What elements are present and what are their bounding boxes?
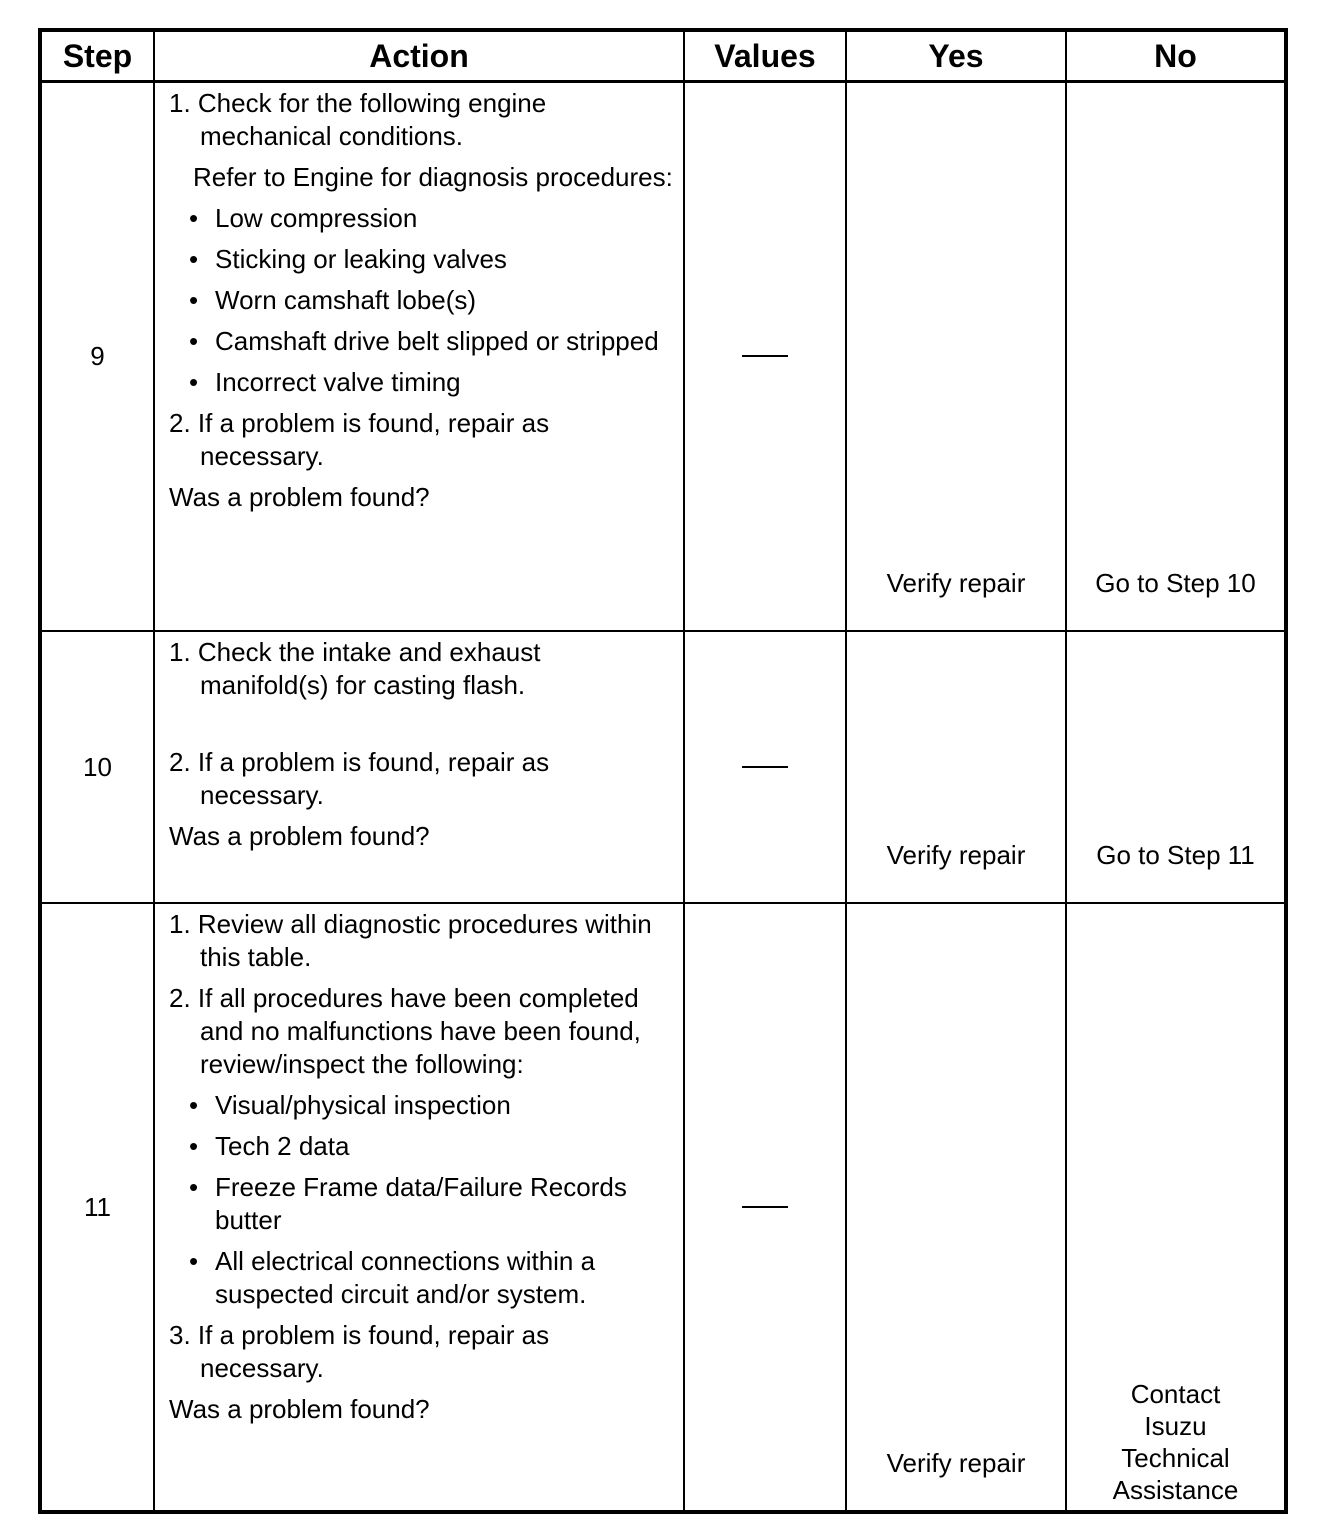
action-question: Was a problem found?	[169, 482, 430, 512]
no-result-line: Contact	[1130, 1379, 1221, 1409]
bullet-item	[169, 325, 673, 358]
no-result: Go to Step 10	[1095, 568, 1256, 598]
header-no: No	[1066, 30, 1286, 82]
empty-value-dash	[742, 355, 788, 357]
yes-cell	[846, 631, 1066, 903]
no-result	[1067, 1378, 1284, 1506]
bullet-item	[169, 1130, 673, 1163]
header-yes: Yes	[846, 30, 1066, 82]
bullet-text: Low compression	[215, 203, 418, 233]
bullet-text: Incorrect valve timing	[215, 367, 461, 397]
header-step: Step	[40, 30, 154, 82]
bullet-dot: •	[189, 367, 199, 397]
no-result-line: Isuzu	[1144, 1411, 1207, 1441]
action-item-3: 3. If a problem is found, repair as necessary.	[169, 1320, 550, 1383]
bullet-item	[169, 1171, 673, 1237]
yes-result: Verify repair	[886, 568, 1026, 598]
table-row-step-10	[40, 631, 1286, 903]
bullet-text: Freeze Frame data/Failure Records butter	[215, 1172, 627, 1235]
action-item-1: 1. Check for the following engine mechanical conditions.	[169, 88, 547, 151]
bullet-dot: •	[189, 1172, 199, 1202]
action-item-1: 1. Review all diagnostic procedures within this table.	[169, 909, 652, 972]
table-row-step-9	[40, 82, 1286, 632]
action-question: Was a problem found?	[169, 821, 430, 851]
bullet-item	[169, 243, 673, 276]
action-cell	[154, 903, 684, 1512]
no-result: Go to Step 11	[1096, 840, 1255, 870]
bullet-dot: •	[189, 285, 199, 315]
action-cell	[154, 631, 684, 903]
yes-result: Verify repair	[886, 1448, 1026, 1478]
action-item-1: 1. Check the intake and exhaust manifold(s) for casting flash.	[169, 637, 541, 700]
bullet-item	[169, 202, 673, 235]
bullet-text: Worn camshaft lobe(s)	[215, 285, 477, 315]
values-cell	[684, 903, 846, 1512]
bullet-dot: •	[189, 1090, 199, 1120]
action-item-2: 2. If all procedures have been completed and no malfunctions have been found, review/inspect the following:	[169, 983, 641, 1079]
action-question: Was a problem found?	[169, 1394, 430, 1424]
bullet-text: Camshaft drive belt slipped or stripped	[215, 326, 659, 356]
diagnostic-table	[38, 28, 1288, 1514]
header-row	[40, 30, 1286, 82]
step-number: 10	[40, 631, 154, 903]
bullet-text: All electrical connections within a suspected circuit and/or system.	[215, 1246, 596, 1309]
yes-result: Verify repair	[886, 840, 1026, 870]
header-values: Values	[684, 30, 846, 82]
empty-value-dash	[742, 1206, 788, 1208]
action-note: Refer to Engine for diagnosis procedures:	[193, 162, 673, 192]
step-number: 11	[40, 903, 154, 1512]
bullet-text: Sticking or leaking valves	[215, 244, 507, 274]
bullet-item	[169, 284, 673, 317]
values-cell	[684, 82, 846, 632]
no-cell	[1066, 903, 1286, 1512]
bullet-dot: •	[189, 1246, 199, 1276]
bullet-item	[169, 1089, 673, 1122]
bullet-dot: •	[189, 1131, 199, 1161]
values-cell	[684, 631, 846, 903]
bullet-dot: •	[189, 244, 199, 274]
no-cell	[1066, 82, 1286, 632]
bullet-dot: •	[189, 203, 199, 233]
table-row-step-11	[40, 903, 1286, 1512]
action-item-2: 2. If a problem is found, repair as necessary.	[169, 747, 550, 810]
bullet-text: Visual/physical inspection	[215, 1090, 511, 1120]
no-cell	[1066, 631, 1286, 903]
bullet-dot: •	[189, 326, 199, 356]
yes-cell	[846, 903, 1066, 1512]
empty-value-dash	[742, 766, 788, 768]
action-item-2: 2. If a problem is found, repair as necessary.	[169, 408, 550, 471]
bullet-text: Tech 2 data	[215, 1131, 350, 1161]
step-number: 9	[40, 82, 154, 632]
header-action: Action	[154, 30, 684, 82]
bullet-item	[169, 366, 673, 399]
action-cell	[154, 82, 684, 632]
no-result-line: Assistance	[1112, 1475, 1239, 1505]
bullet-item	[169, 1245, 673, 1311]
yes-cell	[846, 82, 1066, 632]
no-result-line: Technical	[1121, 1443, 1230, 1473]
